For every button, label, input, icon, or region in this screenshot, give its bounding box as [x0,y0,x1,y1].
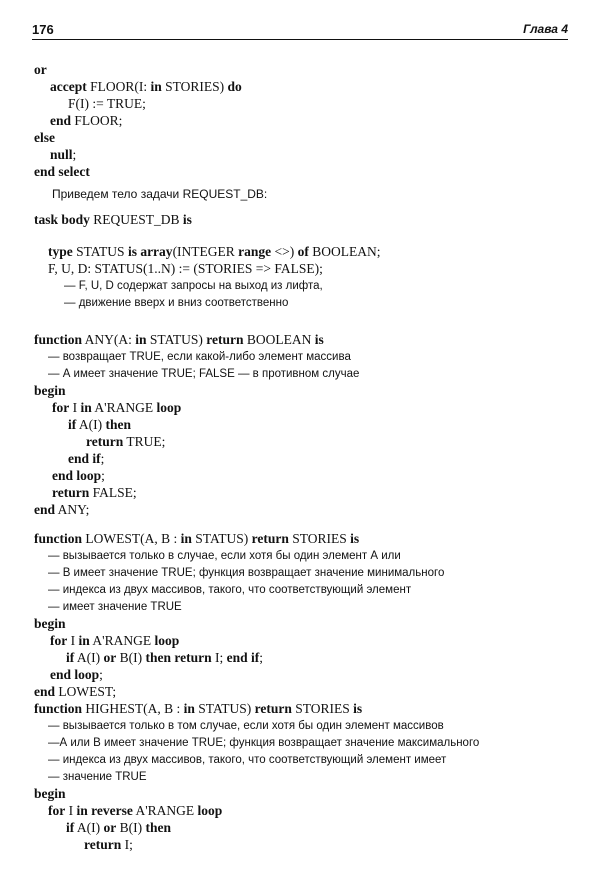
keyword: is array [127,244,173,259]
code-text: I [69,400,81,415]
keyword: in [78,633,90,648]
keyword: end if [226,650,260,665]
code-text: — вызывается только в случае, если хотя бы один элемент А или [48,550,401,562]
code-text: ; [99,667,103,682]
code-line [68,417,131,433]
code-text: LOWEST(A, B : [82,531,181,546]
keyword: type [48,244,73,259]
keyword: in [135,332,147,347]
code-text: I; [211,650,227,665]
keyword: loop [156,400,182,415]
code-text: (INTEGER [172,244,239,259]
code-text: A'RANGE [89,633,155,648]
keyword: in [183,701,195,716]
code-comment-line [48,582,411,598]
keyword: begin [34,786,66,801]
code-line [52,485,137,501]
code-text: — имеет значение TRUE [48,601,182,613]
code-text: — значение TRUE [48,771,147,783]
keyword: in reverse [76,803,133,818]
keyword: if [66,820,75,835]
code-line [34,786,66,802]
code-text: ; [100,451,105,466]
code-line [66,650,263,666]
code-comment-line [48,349,351,365]
keyword: for [50,633,68,648]
keyword: end loop [50,667,100,682]
code-text: STORIES [291,701,354,716]
code-line [48,803,222,819]
keyword: in [180,531,192,546]
code-line [34,130,55,146]
code-line [50,633,179,649]
keyword: for [52,400,70,415]
keyword: end select [34,164,90,179]
code-text: A'RANGE [132,803,198,818]
code-line [34,332,324,348]
code-text: — индекса из двух массивов, такого, что соответствующий элемент [48,584,412,596]
code-text: LOWEST; [55,684,117,699]
code-text: ; [72,147,77,162]
code-line [34,684,116,700]
code-text: ANY; [55,502,90,517]
keyword: loop [154,633,180,648]
code-line [50,147,76,163]
code-text: BOOLEAN [243,332,315,347]
code-line [34,701,362,717]
code-text: A(I) [76,417,106,432]
code-line [48,244,381,260]
keyword: of [297,244,309,259]
code-comment-line [48,565,444,581]
keyword: return [52,485,90,500]
code-text: I [67,633,79,648]
code-text: FLOOR(I: [86,79,151,94]
code-text: — В имеет значение TRUE; функция возвращает значение минимального [48,567,445,579]
code-text: BOOLEAN; [308,244,381,259]
code-comment-line [48,718,444,734]
code-text: — возвращает TRUE, если какой-либо элемент массива [48,351,351,363]
code-comment-line [64,278,323,294]
keyword: loop [197,803,223,818]
code-text: HIGHEST(A, B : [82,701,184,716]
code-text: —А или В имеет значение TRUE; функция возвращает значение максимального [48,737,480,749]
code-line [66,820,171,836]
keyword: accept [50,79,87,94]
keyword: or [103,650,117,665]
code-comment-line [48,599,182,615]
code-text: A(I) [74,820,104,835]
keyword: do [227,79,242,94]
code-text: TRUE; [123,434,166,449]
keyword: else [34,130,55,145]
code-comment-line [64,295,288,311]
keyword: return [84,837,122,852]
keyword: if [66,650,75,665]
code-text: B(I) [116,820,146,835]
keyword: is [353,701,363,716]
code-text: FLOOR; [71,113,123,128]
code-line [34,616,66,632]
code-text: STORIES) [161,79,228,94]
code-text: I; [121,837,133,852]
code-text: — движение вверх и вниз соответственно [64,297,289,309]
page-number: 176 [32,22,54,37]
keyword: return [206,332,244,347]
code-line [50,113,122,129]
code-text: F, U, D: STATUS(1..N) := (STORIES => FALSE); [48,261,323,276]
keyword: return [86,434,124,449]
code-text: STATUS) [191,531,252,546]
code-comment-line [48,548,401,564]
code-line [34,531,359,547]
code-line [50,667,103,683]
code-text: I [65,803,77,818]
keyword: is [314,332,324,347]
code-comment-line [48,769,147,785]
code-text: Приведем тело задачи REQUEST_DB: [52,187,268,201]
keyword: end loop [52,468,102,483]
code-line [34,62,47,78]
keyword: or [103,820,117,835]
keyword: function [34,332,83,347]
keyword: or [34,62,47,77]
code-line [34,212,192,228]
keyword: range [238,244,272,259]
code-text: — А имеет значение TRUE; FALSE — в противном случае [48,368,360,380]
code-line [52,400,181,416]
keyword: task body [34,212,90,227]
keyword: function [34,701,83,716]
code-text: — F, U, D содержат запросы на выход из лифта, [64,280,323,292]
keyword: end [34,684,56,699]
keyword: is [182,212,192,227]
keyword: then [105,417,132,432]
keyword: end [50,113,72,128]
code-text: REQUEST_DB [89,212,183,227]
code-text: ANY(A: [82,332,136,347]
code-comment-line [48,366,359,382]
code-line [34,502,89,518]
code-text: A'RANGE [91,400,157,415]
code-text: A(I) [74,650,104,665]
keyword: end [34,502,56,517]
code-text: ; [101,468,105,483]
code-line [68,96,146,112]
keyword: then return [145,650,212,665]
keyword: for [48,803,66,818]
keyword: return [251,531,289,546]
keyword: in [80,400,92,415]
code-text: FALSE; [89,485,137,500]
keyword: end if [68,451,101,466]
keyword: begin [34,383,66,398]
code-comment-line [48,752,446,768]
keyword: return [254,701,292,716]
code-text: — индекса из двух массивов, такого, что соответствующий элемент имеет [48,754,447,766]
code-text: — вызывается только в том случае, если хотя бы один элемент массивов [48,720,444,732]
keyword: if [68,417,77,432]
code-text: STATUS) [146,332,207,347]
chapter-title: Глава 4 [523,22,568,36]
keyword: function [34,531,83,546]
code-line [84,837,133,853]
code-line [34,383,66,399]
code-line [48,261,323,277]
code-text: B(I) [116,650,146,665]
code-text: F(I) := TRUE; [68,96,146,111]
code-text: <>) [271,244,298,259]
keyword: begin [34,616,66,631]
code-comment-line [48,735,479,751]
code-line [86,434,165,450]
code-text: STATUS [72,244,128,259]
keyword: in [150,79,162,94]
code-text: STATUS) [194,701,255,716]
code-line [68,451,104,467]
code-line [34,164,90,180]
keyword: null [50,147,73,162]
keyword: then [145,820,172,835]
prose-line [52,186,267,202]
code-text: ; [259,650,264,665]
code-line [52,468,105,484]
code-text: STORIES [288,531,351,546]
keyword: is [350,531,360,546]
code-line [50,79,242,95]
